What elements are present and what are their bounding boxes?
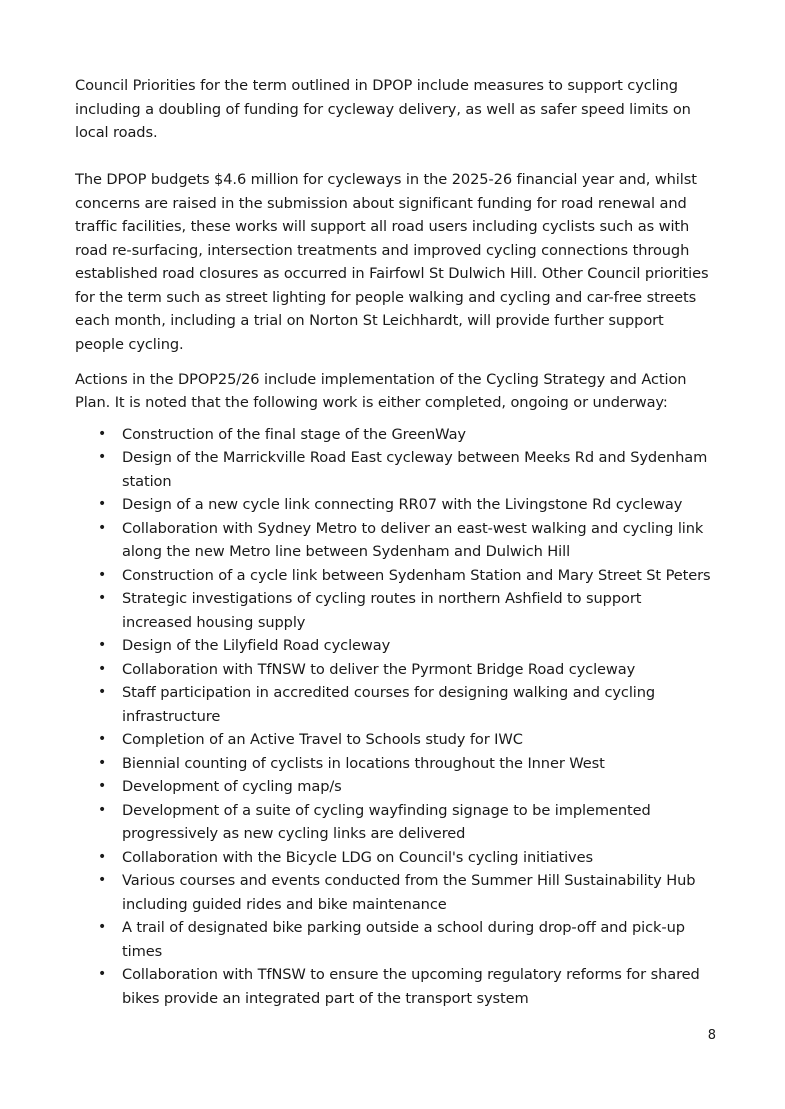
page-number: 8 — [707, 1028, 716, 1043]
list-item-text: Development of a suite of cycling wayfinding signage to be implemented progressively as new cycling links are delivered — [122, 801, 651, 842]
list-item — [75, 517, 715, 564]
list-item — [75, 728, 715, 752]
list-item-text: Construction of a cycle link between Sydenham Station and Mary Street St Peters — [122, 566, 711, 584]
list-item-text: A trail of designated bike parking outside a school during drop-off and pick-up times — [122, 919, 685, 960]
list-item-text: Completion of an Active Travel to Schools study for IWC — [122, 731, 523, 748]
bullet-icon: • — [98, 519, 107, 536]
bullet-icon: • — [98, 449, 107, 465]
document-page — [75, 74, 715, 1010]
bullet-icon: • — [98, 590, 107, 606]
list-item-text: Design of a new cycle link connecting RR07 with the Livingstone Rd cycleway — [122, 496, 683, 513]
bullet-icon: • — [98, 848, 107, 865]
list-item-text: Staff participation in accredited courses for designing walking and cycling infrastructure — [122, 684, 656, 725]
list-item — [75, 634, 715, 658]
list-item-text: Collaboration with TfNSW to ensure the upcoming regulatory reforms for shared bikes provide an integrated part of the transport system — [122, 966, 700, 1007]
bullet-icon: • — [98, 637, 107, 653]
list-item-text: Design of the Lilyfield Road cycleway — [122, 637, 391, 654]
list-item-text: Various courses and events conducted from the Summer Hill Sustainability Hub including guided rides and bike maintenance — [122, 872, 696, 913]
bullet-icon: • — [98, 966, 107, 982]
bullet-icon: • — [98, 872, 107, 888]
paragraph-actions-intro: Actions in the DPOP25/26 include implementation of the Cycling Strategy and Action Plan. It is noted that the following work is either completed, ongoing or underway: — [75, 370, 687, 411]
bullet-icon: • — [98, 778, 107, 794]
bullet-icon: • — [98, 660, 107, 677]
list-item — [75, 681, 715, 728]
bullet-icon: • — [98, 731, 107, 747]
list-item — [75, 423, 715, 447]
bullet-icon: • — [98, 684, 107, 700]
list-item — [75, 752, 715, 776]
list-item-text: Collaboration with the Bicycle LDG on Council's cycling initiatives — [122, 848, 593, 866]
list-item — [75, 493, 715, 517]
work-items-list — [75, 423, 715, 1011]
list-item — [75, 446, 715, 493]
list-item — [75, 869, 715, 916]
list-item-text: Development of cycling map/s — [122, 778, 342, 795]
list-item-text: Strategic investigations of cycling routes in northern Ashfield to support increased housing supply — [122, 590, 642, 631]
bullet-icon: • — [98, 496, 107, 512]
list-item — [75, 775, 715, 799]
list-item — [75, 846, 715, 870]
list-item — [75, 658, 715, 682]
bullet-icon: • — [98, 425, 107, 442]
list-item — [75, 587, 715, 634]
list-item-text: Biennial counting of cyclists in locations throughout the Inner West — [122, 754, 605, 772]
list-item-text: Collaboration with Sydney Metro to deliver an east-west walking and cycling link along the new Metro line between Sydenham and Dulwich Hill — [122, 519, 704, 560]
list-item — [75, 799, 715, 846]
list-item — [75, 916, 715, 963]
bullet-icon: • — [98, 754, 107, 771]
bullet-icon: • — [98, 919, 107, 935]
paragraph-dpop-budget: The DPOP budgets $4.6 million for cycleways in the 2025-26 financial year and, whilst concerns are raised in the submission about significant funding for road renewal and traffic facilities, these works will support all road users including cyclists such as with road re-surfacing, intersection treatments and improved cycling connections through established road closures as occurred in Fairfowl St Dulwich Hill. Other Council priorities for the term such as street lighting for people walking and cycling and car-free streets each month, including a trial on Norton St Leichhardt, will provide further support people cycling. — [75, 171, 709, 353]
list-item-text: Design of the Marrickville Road East cycleway between Meeks Rd and Sydenham station — [122, 449, 708, 490]
list-item — [75, 963, 715, 1010]
bullet-icon: • — [98, 801, 107, 818]
list-item — [75, 564, 715, 588]
paragraph-council-priorities: Council Priorities for the term outlined in DPOP include measures to support cycling including a doubling of funding for cycleway delivery, as well as safer speed limits on local roads. — [75, 77, 691, 141]
list-item-text: Construction of the final stage of the GreenWay — [122, 425, 466, 443]
list-item-text: Collaboration with TfNSW to deliver the Pyrmont Bridge Road cycleway — [122, 660, 636, 678]
bullet-icon: • — [98, 566, 107, 583]
